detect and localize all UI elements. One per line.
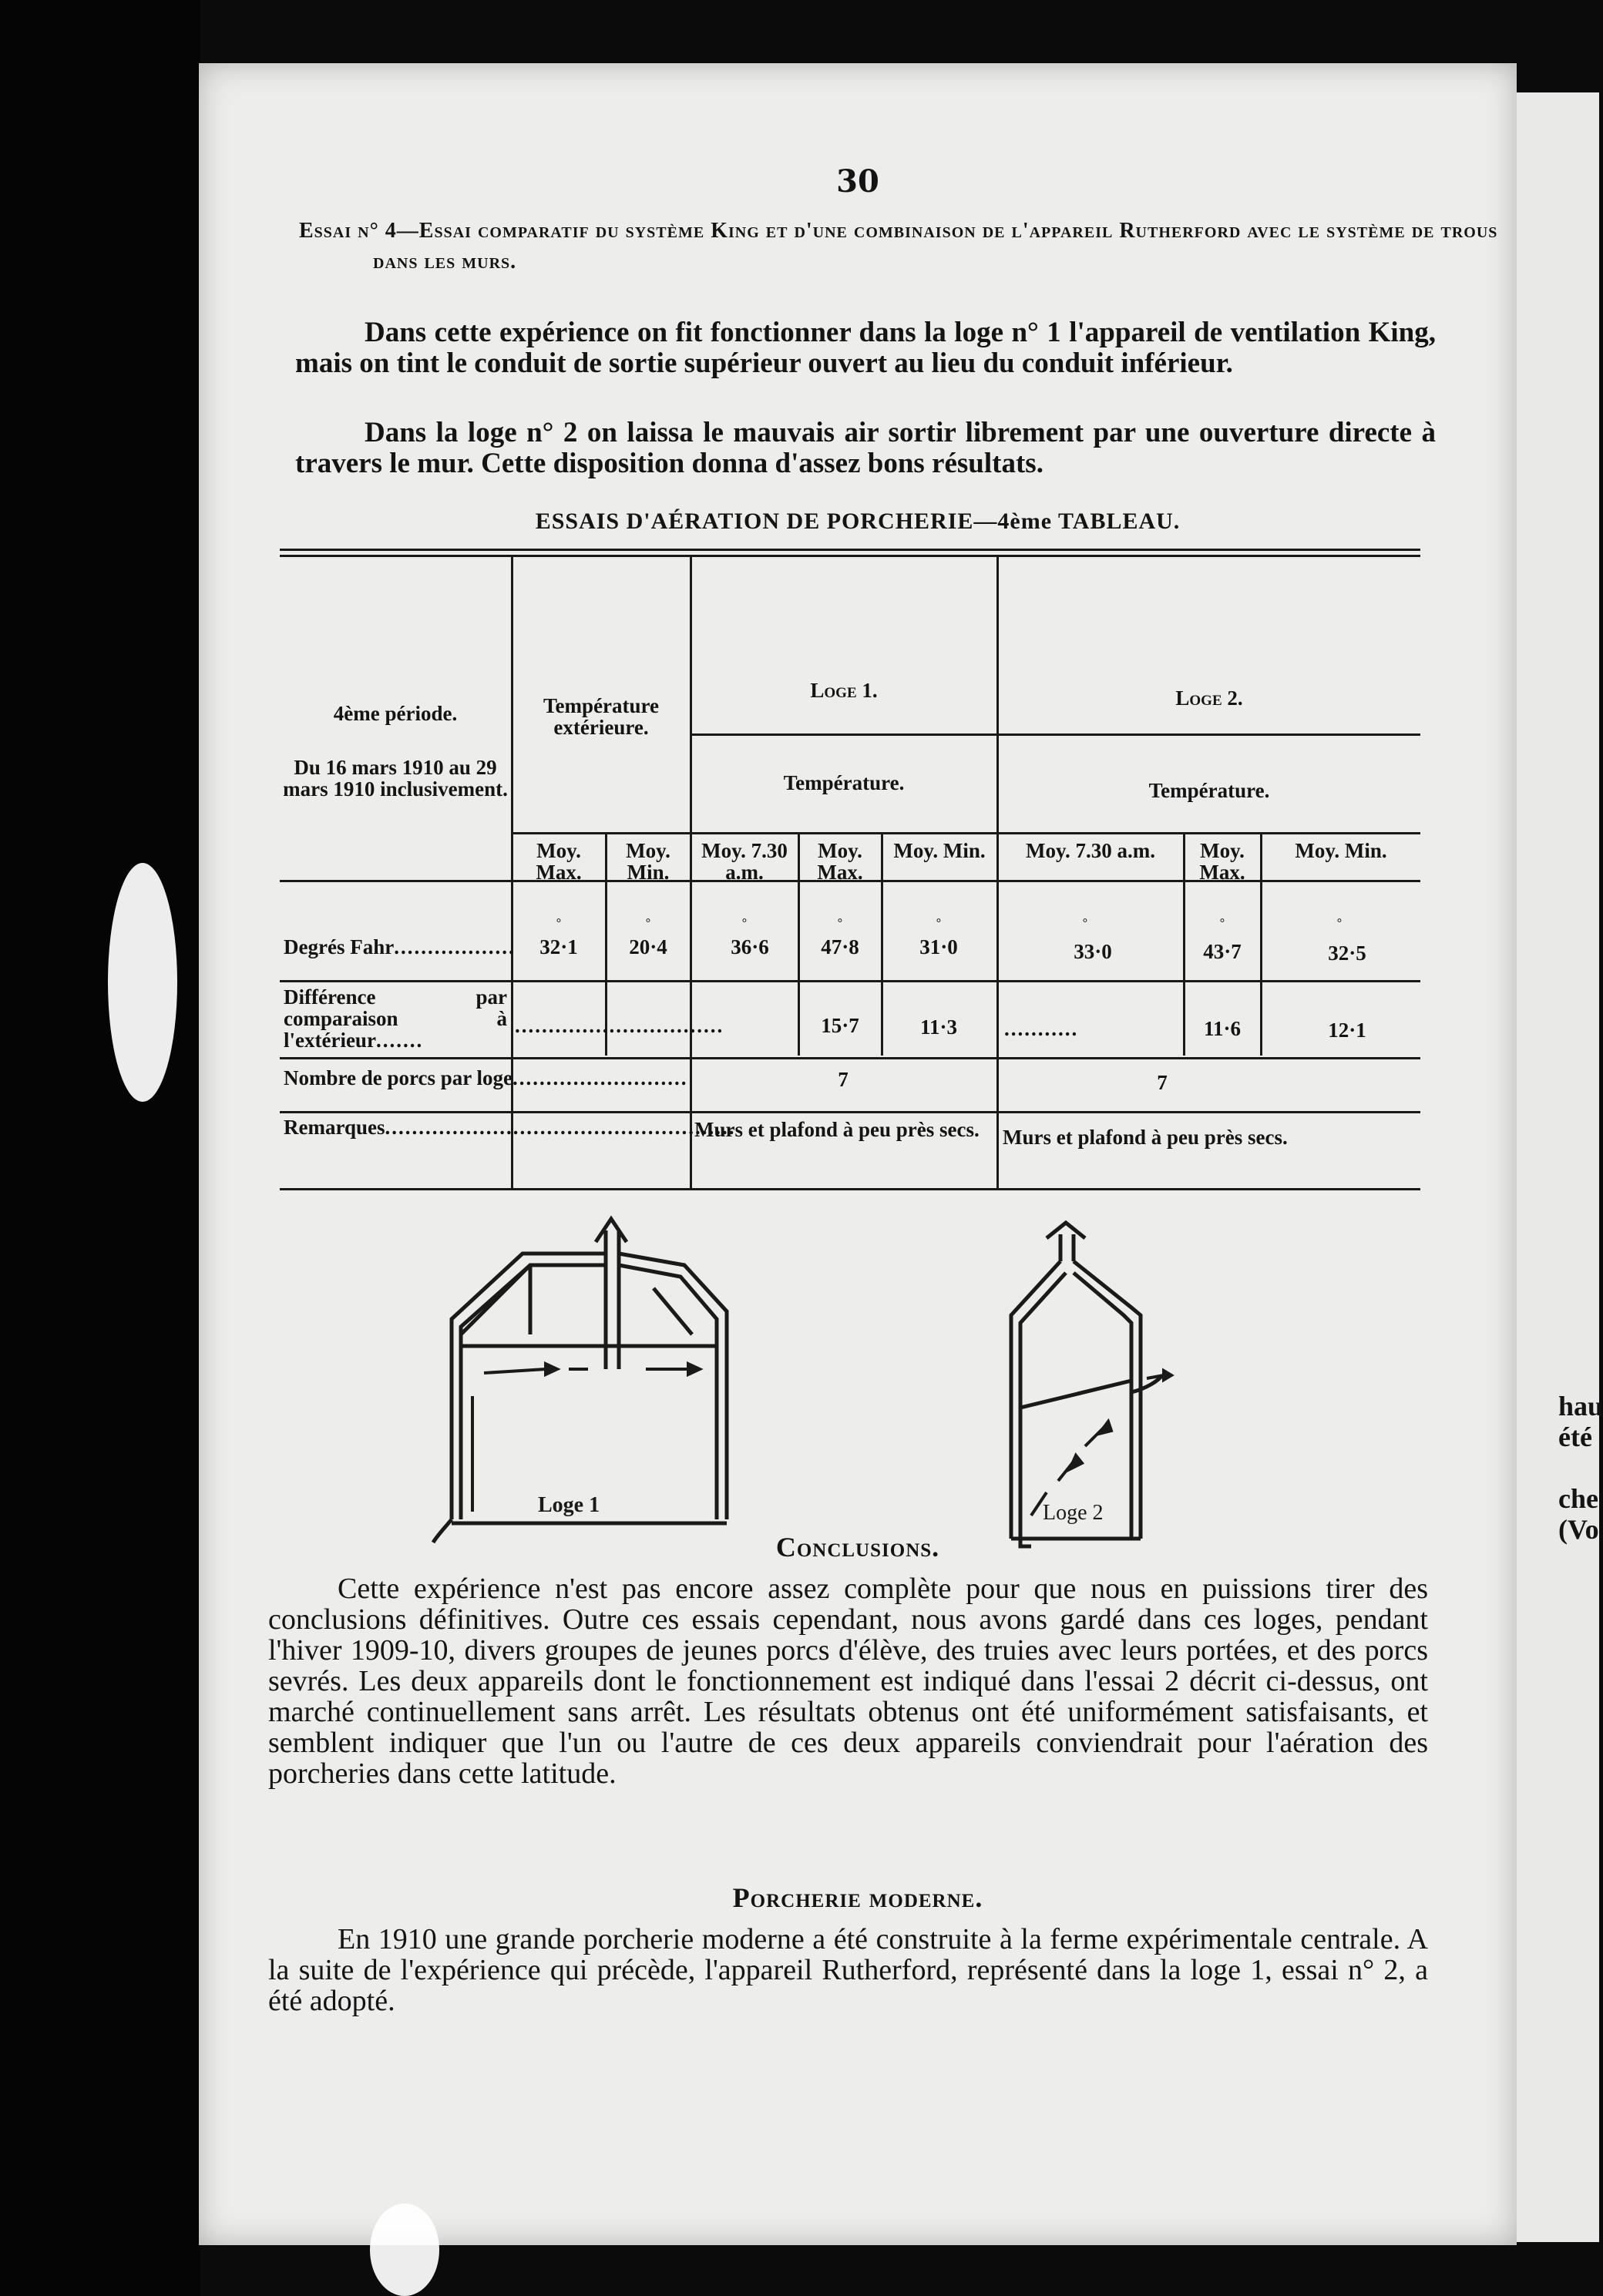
- loge2-structure: [1011, 1223, 1162, 1546]
- porcs-value: 7: [1157, 1071, 1168, 1094]
- adjacent-text-fragment: hau: [1558, 1391, 1603, 1422]
- scan-glare-spot: [370, 2204, 439, 2296]
- row-label-remarques: Remarques....................................................: [284, 1116, 736, 1139]
- intro-paragraph-2: Dans la loge n° 2 on laissa le mauvais air sortir librement par une ouverture directe à travers le mur. Cette disposition donna d'assez bons résultats.: [295, 417, 1436, 479]
- film-border-left: [0, 0, 200, 2296]
- data-table: [280, 549, 1482, 1227]
- row-leader-dots: ...........: [1004, 1017, 1079, 1040]
- subheader: Moy. Max.: [1199, 839, 1245, 884]
- subheader: Moy. Min.: [626, 839, 670, 884]
- subheader: Moy. 7.30 a.m.: [701, 839, 788, 884]
- degree-mark: °: [1336, 917, 1343, 930]
- loge2-temperature-label: Température.: [1148, 779, 1270, 802]
- degres-value: 32·1: [539, 935, 578, 958]
- degree-mark: °: [1219, 917, 1225, 930]
- porcs-value: 7: [838, 1068, 849, 1091]
- difference-value: 11·3: [919, 1015, 957, 1039]
- row-leader-dots: ...............................: [515, 1014, 724, 1037]
- degree-mark: °: [556, 917, 562, 930]
- porcherie-title: Porcherie moderne.: [732, 1882, 983, 1913]
- difference-value: 11·6: [1203, 1017, 1241, 1040]
- degres-value: 47·8: [821, 935, 859, 958]
- row-label-degres: Degrés Fahr..................: [284, 935, 516, 958]
- loge1-header: Loge 1.: [810, 679, 878, 702]
- degree-mark: °: [741, 917, 748, 930]
- row-label-porcs: Nombre de porcs par loge..........................: [284, 1066, 688, 1089]
- period-label: 4ème période.: [333, 702, 458, 725]
- adjacent-text-fragment: che: [1558, 1483, 1598, 1514]
- loge2-airflow-arrows: [1031, 1371, 1171, 1516]
- loge2-label: Loge 2: [1043, 1501, 1104, 1525]
- loge1-diagram: [430, 1180, 862, 1589]
- degree-mark: °: [645, 917, 651, 930]
- table-title: ESSAIS D'AÉRATION DE PORCHERIE—4ème TABLEAU.: [535, 509, 1181, 534]
- loge2-header: Loge 2.: [1175, 686, 1243, 710]
- degres-value: 36·6: [731, 935, 769, 958]
- degres-value: 33·0: [1074, 940, 1112, 963]
- loge2-diagram: [970, 1177, 1293, 1593]
- porcherie-paragraph: En 1910 une grande porcherie moderne a été construite à la ferme expérimentale centrale. A la suite de l'expérience qui précède, l'appareil Rutherford, représenté dans la loge 1, essai n° 2, a été adopté.: [268, 1923, 1428, 2017]
- degres-value: 43·7: [1203, 940, 1242, 963]
- degres-value: 31·0: [919, 935, 958, 958]
- difference-value: 12·1: [1328, 1019, 1366, 1042]
- subheader: Moy. Min.: [1295, 839, 1387, 862]
- remarques-value-loge1: Murs et plafond à peu près secs.: [694, 1118, 980, 1141]
- adjacent-text-fragment: (Vo: [1558, 1514, 1599, 1545]
- subheader: Moy. Max.: [817, 839, 863, 884]
- intro-paragraph-1: Dans cette expérience on fit fonctionner dans la loge n° 1 l'appareil de ventilation King, mais on tint le conduit de sortie supérieur ouvert au lieu du conduit inférieur.: [295, 317, 1436, 379]
- loge1-label: Loge 1: [538, 1493, 600, 1517]
- degree-mark: °: [1082, 917, 1088, 930]
- degres-value: 32·5: [1328, 942, 1366, 965]
- temp-ext-header: Température extérieure.: [543, 694, 659, 739]
- degree-mark: °: [936, 917, 942, 930]
- subheader: Moy. Min.: [893, 839, 986, 862]
- row-label-difference: Différence par comparaison à l'extérieur.......: [284, 985, 507, 1052]
- loge1-airflow-arrows: [472, 1364, 700, 1512]
- period-dates: Du 16 mars 1910 au 29 mars 1910 inclusivement.: [283, 756, 508, 801]
- scan-glare-spot: [108, 863, 177, 1102]
- degres-value: 20·4: [629, 935, 667, 958]
- conclusions-title: Conclusions.: [775, 1532, 940, 1563]
- difference-value: 15·7: [821, 1014, 859, 1037]
- scanned-page: [199, 63, 1517, 2245]
- degree-mark: °: [837, 917, 843, 930]
- loge1-temperature-label: Température.: [783, 771, 905, 794]
- page-number: 30: [836, 163, 879, 200]
- remarques-value-loge2: Murs et plafond à peu près secs.: [1003, 1126, 1288, 1149]
- conclusions-paragraph: Cette expérience n'est pas encore assez complète pour que nous en puissions tirer des conclusions définitives. Outre ces essais cependant, nous avons gardé dans ces loges, pendant l'hiver 1909-10, divers groupes de jeunes porcs d'élève, des truies avec leurs portées, et des porcs sevrés. Les deux appareils dont le fonctionnement est indiqué dans l'essai 2 décrit ci-dessus, ont marché continuellement sans arrêt. Les résultats obtenus ont été uniformément satisfaisants, et semblent indiquer que l'un ou l'autre de ces deux appareils conviendrait pour l'aération des porcheries dans cette latitude.: [268, 1573, 1428, 1790]
- subheader: Moy. Max.: [536, 839, 582, 884]
- subheader: Moy. 7.30 a.m.: [1026, 839, 1155, 862]
- essai-title: Essai n° 4—Essai comparatif du système King et d'une combinaison de l'appareil Rutherford avec le système de trous dans les murs.: [299, 219, 1498, 274]
- adjacent-text-fragment: été: [1558, 1422, 1592, 1452]
